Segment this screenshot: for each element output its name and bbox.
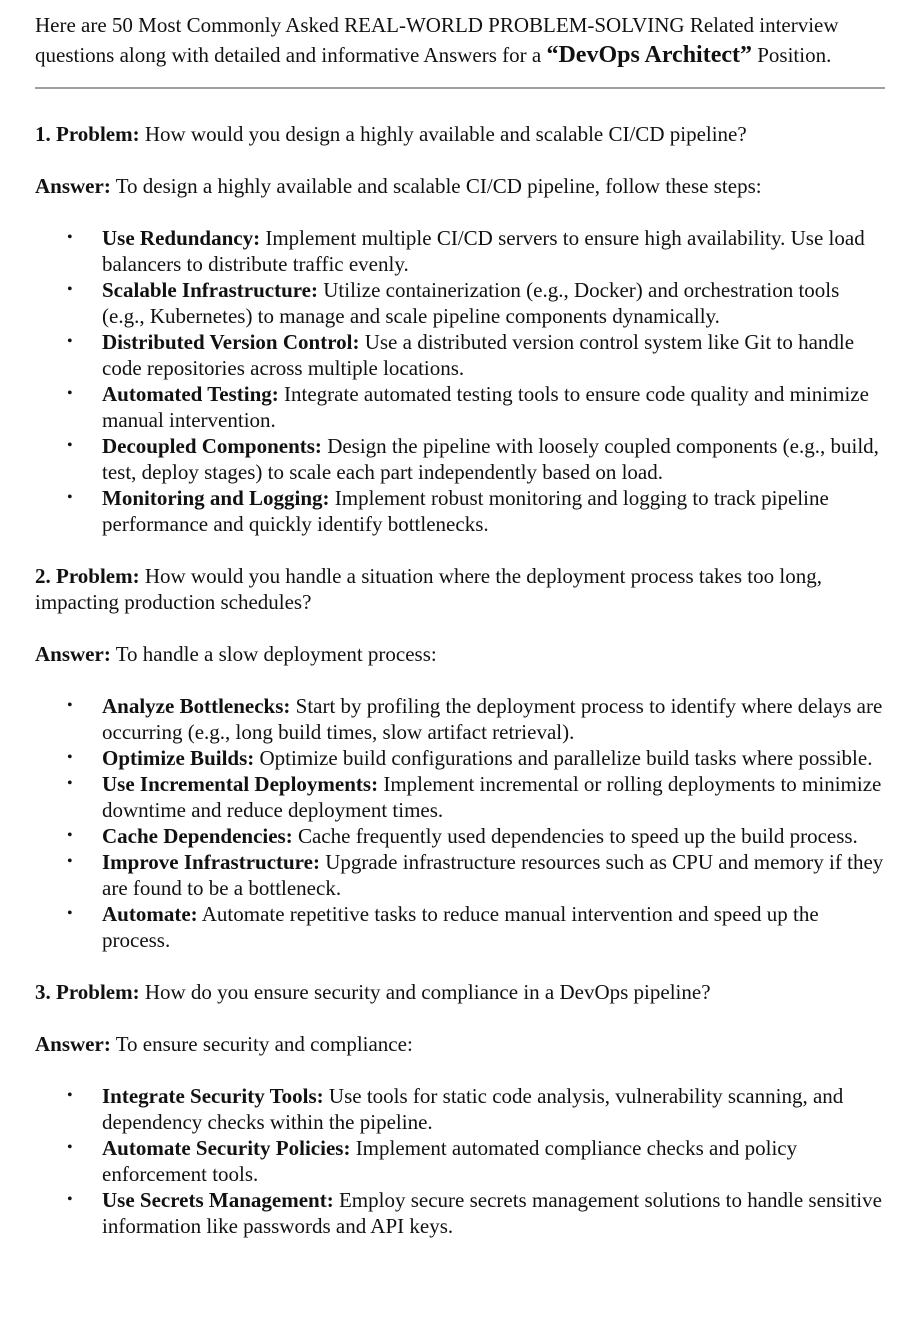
problem-text: How would you handle a situation where the deployment process takes too long, impacting production schedules?	[35, 564, 822, 614]
bullet-icon: •	[67, 853, 73, 870]
list-item	[35, 433, 885, 485]
list-item	[35, 823, 885, 849]
bullet-icon: •	[67, 437, 73, 454]
list-item	[35, 693, 885, 745]
bullet-term: Distributed Version Control:	[102, 330, 360, 354]
question-block	[35, 563, 885, 953]
answer-text: To design a highly available and scalable CI/CD pipeline, follow these steps:	[110, 174, 762, 198]
answer-text: To ensure security and compliance:	[110, 1032, 413, 1056]
bullet-icon: •	[67, 489, 73, 506]
problem-text: How would you design a highly available and scalable CI/CD pipeline?	[139, 122, 747, 146]
bullet-icon: •	[67, 697, 73, 714]
bullet-text: Upgrade infrastructure resources such as CPU and memory if they are found to be a bottleneck.	[102, 850, 884, 900]
bullet-icon: •	[67, 333, 73, 350]
bullet-text: Employ secure secrets management solutions to handle sensitive information like passwords and API keys.	[102, 1188, 882, 1238]
intro-position: “DevOps Architect”	[546, 42, 752, 68]
bullet-term: Automate:	[102, 902, 198, 926]
answer-label: Answer:	[35, 642, 111, 666]
intro-text-end: Position.	[752, 43, 832, 67]
bullet-icon: •	[67, 1087, 73, 1104]
intro-text: Here are 50 Most Commonly Asked REAL-WORLD PROBLEM-SOLVING Related interview questions along with detailed and informative Answers for a	[35, 13, 839, 67]
answer-label: Answer:	[35, 1032, 111, 1056]
bullet-text: Implement robust monitoring and logging to track pipeline performance and quickly identify bottlenecks.	[102, 486, 829, 536]
question-block	[35, 121, 885, 537]
horizontal-divider	[35, 87, 885, 89]
question-block	[35, 979, 885, 1239]
bullet-text: Start by profiling the deployment process to identify where delays are occurring (e.g., long build times, slow artifact retrieval).	[102, 694, 883, 744]
problem-label: 1. Problem:	[35, 122, 140, 146]
bullet-icon: •	[67, 1191, 73, 1208]
bullet-text: Design the pipeline with loosely coupled components (e.g., build, test, deploy stages) to scale each part independently based on load.	[102, 434, 879, 484]
bullet-term: Improve Infrastructure:	[102, 850, 320, 874]
problem-label: 2. Problem:	[35, 564, 140, 588]
bullet-text: Use a distributed version control system like Git to handle code repositories across multiple locations.	[102, 330, 855, 380]
answer-line	[35, 1031, 885, 1057]
bullet-term: Integrate Security Tools:	[102, 1084, 324, 1108]
bullet-list	[35, 225, 885, 537]
bullet-term: Automate Security Policies:	[102, 1136, 351, 1160]
answer-label: Answer:	[35, 174, 111, 198]
list-item	[35, 277, 885, 329]
list-item	[35, 745, 885, 771]
bullet-list	[35, 1083, 885, 1239]
bullet-text: Implement automated compliance checks and policy enforcement tools.	[102, 1136, 798, 1186]
list-item	[35, 329, 885, 381]
bullet-icon: •	[67, 385, 73, 402]
list-item	[35, 381, 885, 433]
bullet-text: Automate repetitive tasks to reduce manual intervention and speed up the process.	[102, 902, 819, 952]
intro-paragraph	[35, 10, 885, 70]
bullet-text: Integrate automated testing tools to ensure code quality and minimize manual intervention.	[102, 382, 869, 432]
list-item	[35, 485, 885, 537]
question-list	[35, 121, 885, 1239]
list-item	[35, 225, 885, 277]
bullet-icon: •	[67, 827, 73, 844]
answer-line	[35, 173, 885, 199]
answer-text: To handle a slow deployment process:	[110, 642, 437, 666]
bullet-term: Optimize Builds:	[102, 746, 255, 770]
bullet-term: Use Redundancy:	[102, 226, 261, 250]
bullet-term: Analyze Bottlenecks:	[102, 694, 291, 718]
list-item	[35, 1083, 885, 1135]
bullet-text: Use tools for static code analysis, vulnerability scanning, and dependency checks within the pipeline.	[102, 1084, 844, 1134]
list-item	[35, 1187, 885, 1239]
bullet-icon: •	[67, 1139, 73, 1156]
bullet-list	[35, 693, 885, 953]
problem-line	[35, 563, 885, 615]
list-item	[35, 1135, 885, 1187]
problem-text: How do you ensure security and compliance in a DevOps pipeline?	[139, 980, 711, 1004]
bullet-term: Monitoring and Logging:	[102, 486, 330, 510]
bullet-icon: •	[67, 749, 73, 766]
bullet-term: Cache Dependencies:	[102, 824, 293, 848]
bullet-text: Utilize containerization (e.g., Docker) and orchestration tools (e.g., Kubernetes) to manage and scale pipeline components dynamically.	[102, 278, 840, 328]
bullet-icon: •	[67, 281, 73, 298]
bullet-text: Implement multiple CI/CD servers to ensure high availability. Use load balancers to distribute traffic evenly.	[102, 226, 865, 276]
bullet-term: Automated Testing:	[102, 382, 279, 406]
problem-label: 3. Problem:	[35, 980, 140, 1004]
problem-line	[35, 121, 885, 147]
bullet-term: Use Secrets Management:	[102, 1188, 334, 1212]
bullet-text: Optimize build configurations and parallelize build tasks where possible.	[254, 746, 873, 770]
answer-line	[35, 641, 885, 667]
bullet-icon: •	[67, 905, 73, 922]
bullet-icon: •	[67, 775, 73, 792]
bullet-term: Decoupled Components:	[102, 434, 322, 458]
list-item	[35, 771, 885, 823]
list-item	[35, 901, 885, 953]
bullet-term: Scalable Infrastructure:	[102, 278, 318, 302]
list-item	[35, 849, 885, 901]
bullet-text: Cache frequently used dependencies to speed up the build process.	[292, 824, 858, 848]
problem-line	[35, 979, 885, 1005]
bullet-text: Implement incremental or rolling deployments to minimize downtime and reduce deployment times.	[102, 772, 882, 822]
bullet-term: Use Incremental Deployments:	[102, 772, 379, 796]
document-page	[35, 10, 885, 1239]
bullet-icon: •	[67, 229, 73, 246]
